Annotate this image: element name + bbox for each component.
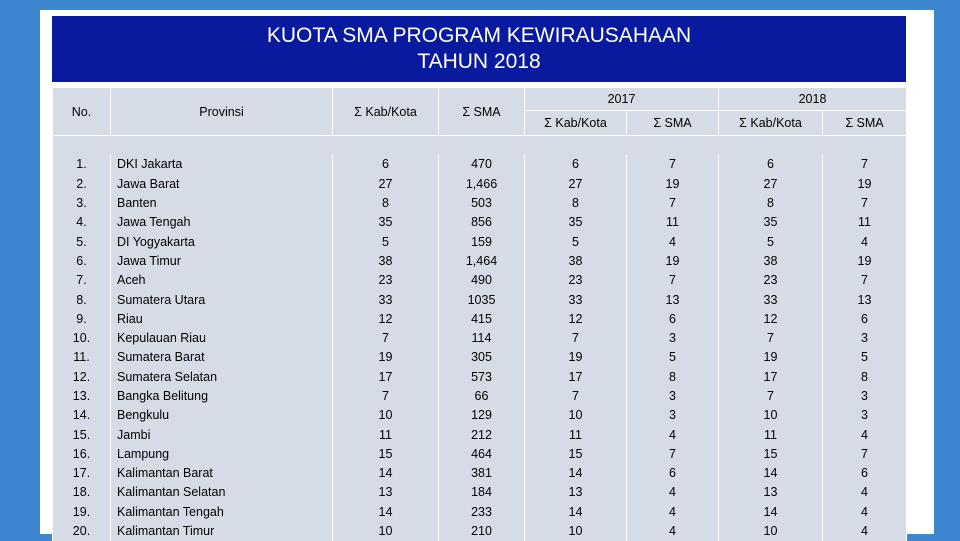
cell-sma: 212	[439, 425, 525, 444]
cell-kab-2018: 33	[719, 290, 823, 309]
cell-kab: 7	[333, 387, 439, 406]
cell-sma-2017: 5	[627, 348, 719, 367]
cell-sma-2018: 13	[823, 290, 907, 309]
cell-kab-2018: 6	[719, 155, 823, 174]
cell-sma-2017: 7	[627, 271, 719, 290]
table-row	[53, 213, 907, 232]
cell-sma-2018: 4	[823, 232, 907, 251]
cell-provinsi: Kalimantan Tengah	[111, 503, 333, 522]
table-row	[53, 522, 907, 541]
cell-kab-2018: 15	[719, 445, 823, 464]
cell-kab-2018: 11	[719, 425, 823, 444]
cell-kab-2018: 14	[719, 464, 823, 483]
cell-provinsi: Jawa Tengah	[111, 213, 333, 232]
cell-kab-2018: 35	[719, 213, 823, 232]
cell-kab-2018: 12	[719, 310, 823, 329]
cell-no: 1.	[53, 155, 111, 174]
cell-sma: 856	[439, 213, 525, 232]
table-row	[53, 387, 907, 406]
cell-sma-2017: 19	[627, 252, 719, 271]
cell-kab-2018: 13	[719, 483, 823, 502]
table-row	[53, 445, 907, 464]
cell-kab-2018: 38	[719, 252, 823, 271]
table-row	[53, 329, 907, 348]
cell-kab-2017: 7	[525, 329, 627, 348]
cell-sma-2017: 4	[627, 425, 719, 444]
cell-sma-2018: 19	[823, 252, 907, 271]
cell-kab-2018: 14	[719, 503, 823, 522]
cell-no: 8.	[53, 290, 111, 309]
title-line-1: KUOTA SMA PROGRAM KEWIRAUSAHAAN	[266, 24, 692, 47]
cell-provinsi: Sumatera Selatan	[111, 368, 333, 387]
cell-kab: 17	[333, 368, 439, 387]
cell-kab-2017: 38	[525, 252, 627, 271]
cell-kab-2018: 8	[719, 194, 823, 213]
cell-sma-2018: 6	[823, 310, 907, 329]
cell-sma: 573	[439, 368, 525, 387]
cell-sma-2018: 3	[823, 406, 907, 425]
cell-sma-2018: 7	[823, 445, 907, 464]
cell-kab-2018: 7	[719, 387, 823, 406]
cell-no: 15.	[53, 425, 111, 444]
header-kab: Σ Kab/Kota	[333, 88, 439, 136]
table-row	[53, 271, 907, 290]
header-separator	[53, 136, 907, 156]
cell-sma-2018: 3	[823, 387, 907, 406]
cell-sma: 1,466	[439, 175, 525, 194]
cell-sma: 1,464	[439, 252, 525, 271]
cell-sma: 503	[439, 194, 525, 213]
cell-kab: 15	[333, 445, 439, 464]
cell-kab-2017: 12	[525, 310, 627, 329]
cell-sma-2017: 6	[627, 310, 719, 329]
table-row	[53, 310, 907, 329]
cell-sma: 233	[439, 503, 525, 522]
cell-sma-2017: 6	[627, 464, 719, 483]
table-row	[53, 175, 907, 194]
cell-kab: 12	[333, 310, 439, 329]
cell-sma: 415	[439, 310, 525, 329]
cell-kab: 14	[333, 464, 439, 483]
cell-sma-2017: 3	[627, 329, 719, 348]
cell-sma-2018: 3	[823, 329, 907, 348]
cell-sma: 470	[439, 155, 525, 174]
cell-no: 18.	[53, 483, 111, 502]
cell-kab-2017: 10	[525, 522, 627, 541]
cell-provinsi: Kepulauan Riau	[111, 329, 333, 348]
cell-provinsi: DI Yogyakarta	[111, 232, 333, 251]
cell-provinsi: Kalimantan Timur	[111, 522, 333, 541]
cell-kab-2017: 8	[525, 194, 627, 213]
table-row	[53, 232, 907, 251]
cell-sma-2018: 7	[823, 155, 907, 174]
cell-no: 19.	[53, 503, 111, 522]
cell-sma: 210	[439, 522, 525, 541]
cell-provinsi: Jawa Timur	[111, 252, 333, 271]
cell-kab: 14	[333, 503, 439, 522]
cell-no: 11.	[53, 348, 111, 367]
cell-sma-2017: 7	[627, 445, 719, 464]
cell-sma-2017: 4	[627, 522, 719, 541]
cell-sma-2017: 19	[627, 175, 719, 194]
cell-provinsi: Sumatera Utara	[111, 290, 333, 309]
cell-sma: 305	[439, 348, 525, 367]
cell-kab: 6	[333, 155, 439, 174]
cell-provinsi: Bengkulu	[111, 406, 333, 425]
cell-kab: 35	[333, 213, 439, 232]
cell-kab: 7	[333, 329, 439, 348]
cell-kab-2018: 10	[719, 406, 823, 425]
table-row	[53, 252, 907, 271]
header-kab-2018: Σ Kab/Kota	[719, 111, 823, 136]
cell-no: 10.	[53, 329, 111, 348]
cell-kab: 33	[333, 290, 439, 309]
cell-kab-2018: 17	[719, 368, 823, 387]
cell-kab-2017: 10	[525, 406, 627, 425]
table-body	[53, 155, 907, 541]
cell-provinsi: Sumatera Barat	[111, 348, 333, 367]
cell-sma-2017: 11	[627, 213, 719, 232]
cell-kab: 10	[333, 406, 439, 425]
cell-sma-2018: 4	[823, 425, 907, 444]
cell-kab-2017: 7	[525, 387, 627, 406]
cell-kab-2017: 15	[525, 445, 627, 464]
cell-sma-2017: 3	[627, 387, 719, 406]
cell-sma-2018: 7	[823, 194, 907, 213]
cell-sma: 184	[439, 483, 525, 502]
cell-sma-2018: 7	[823, 271, 907, 290]
table-row	[53, 290, 907, 309]
cell-no: 20.	[53, 522, 111, 541]
cell-kab-2017: 5	[525, 232, 627, 251]
cell-kab: 10	[333, 522, 439, 541]
cell-sma: 129	[439, 406, 525, 425]
cell-sma-2017: 13	[627, 290, 719, 309]
header-kab-2017: Σ Kab/Kota	[525, 111, 627, 136]
cell-provinsi: Kalimantan Barat	[111, 464, 333, 483]
cell-kab-2018: 5	[719, 232, 823, 251]
cell-provinsi: Jawa Barat	[111, 175, 333, 194]
cell-provinsi: Riau	[111, 310, 333, 329]
cell-no: 6.	[53, 252, 111, 271]
table-row	[53, 406, 907, 425]
cell-provinsi: DKI Jakarta	[111, 155, 333, 174]
cell-sma-2018: 11	[823, 213, 907, 232]
cell-provinsi: Kalimantan Selatan	[111, 483, 333, 502]
cell-kab: 5	[333, 232, 439, 251]
cell-kab-2017: 33	[525, 290, 627, 309]
cell-sma: 66	[439, 387, 525, 406]
cell-sma-2018: 5	[823, 348, 907, 367]
cell-sma-2017: 7	[627, 194, 719, 213]
table-row	[53, 483, 907, 502]
cell-sma: 490	[439, 271, 525, 290]
cell-kab: 19	[333, 348, 439, 367]
cell-sma: 114	[439, 329, 525, 348]
cell-sma-2017: 4	[627, 483, 719, 502]
cell-kab-2018: 27	[719, 175, 823, 194]
cell-kab-2017: 13	[525, 483, 627, 502]
table-row	[53, 503, 907, 522]
cell-kab-2017: 6	[525, 155, 627, 174]
cell-sma-2018: 4	[823, 522, 907, 541]
cell-sma-2017: 7	[627, 155, 719, 174]
cell-kab-2017: 14	[525, 503, 627, 522]
cell-provinsi: Bangka Belitung	[111, 387, 333, 406]
cell-kab-2018: 10	[719, 522, 823, 541]
cell-sma: 159	[439, 232, 525, 251]
cell-kab-2018: 19	[719, 348, 823, 367]
header-2017: 2017	[525, 88, 719, 111]
cell-provinsi: Aceh	[111, 271, 333, 290]
cell-no: 12.	[53, 368, 111, 387]
quota-table	[52, 87, 907, 541]
cell-kab: 27	[333, 175, 439, 194]
header-sma-2017: Σ SMA	[627, 111, 719, 136]
title-box	[52, 16, 906, 82]
cell-no: 5.	[53, 232, 111, 251]
table-row	[53, 425, 907, 444]
cell-kab-2017: 27	[525, 175, 627, 194]
cell-kab-2017: 17	[525, 368, 627, 387]
cell-kab: 38	[333, 252, 439, 271]
table-row	[53, 368, 907, 387]
cell-kab: 8	[333, 194, 439, 213]
cell-sma-2018: 6	[823, 464, 907, 483]
header-sma-2018: Σ SMA	[823, 111, 907, 136]
table-row	[53, 464, 907, 483]
cell-no: 9.	[53, 310, 111, 329]
cell-provinsi: Lampung	[111, 445, 333, 464]
header-sma: Σ SMA	[439, 88, 525, 136]
header-provinsi: Provinsi	[111, 88, 333, 136]
cell-provinsi: Jambi	[111, 425, 333, 444]
cell-no: 13.	[53, 387, 111, 406]
cell-provinsi: Banten	[111, 194, 333, 213]
cell-sma-2018: 4	[823, 483, 907, 502]
header-2018: 2018	[719, 88, 907, 111]
cell-kab: 11	[333, 425, 439, 444]
cell-kab: 13	[333, 483, 439, 502]
cell-kab-2017: 14	[525, 464, 627, 483]
cell-kab-2017: 11	[525, 425, 627, 444]
table-row	[53, 348, 907, 367]
cell-no: 14.	[53, 406, 111, 425]
cell-sma-2018: 4	[823, 503, 907, 522]
table-row	[53, 155, 907, 174]
cell-kab: 23	[333, 271, 439, 290]
cell-kab-2017: 19	[525, 348, 627, 367]
cell-kab-2017: 35	[525, 213, 627, 232]
cell-no: 2.	[53, 175, 111, 194]
cell-sma: 464	[439, 445, 525, 464]
cell-no: 7.	[53, 271, 111, 290]
cell-sma: 1035	[439, 290, 525, 309]
table-row	[53, 194, 907, 213]
cell-no: 17.	[53, 464, 111, 483]
cell-sma: 381	[439, 464, 525, 483]
cell-kab-2018: 7	[719, 329, 823, 348]
title-line-2: TAHUN 2018	[417, 50, 541, 73]
cell-sma-2018: 19	[823, 175, 907, 194]
cell-sma-2017: 4	[627, 503, 719, 522]
cell-sma-2017: 3	[627, 406, 719, 425]
header-no: No.	[53, 88, 111, 136]
cell-no: 4.	[53, 213, 111, 232]
cell-no: 16.	[53, 445, 111, 464]
cell-sma-2017: 8	[627, 368, 719, 387]
cell-kab-2017: 23	[525, 271, 627, 290]
cell-no: 3.	[53, 194, 111, 213]
cell-kab-2018: 23	[719, 271, 823, 290]
cell-sma-2018: 8	[823, 368, 907, 387]
cell-sma-2017: 4	[627, 232, 719, 251]
